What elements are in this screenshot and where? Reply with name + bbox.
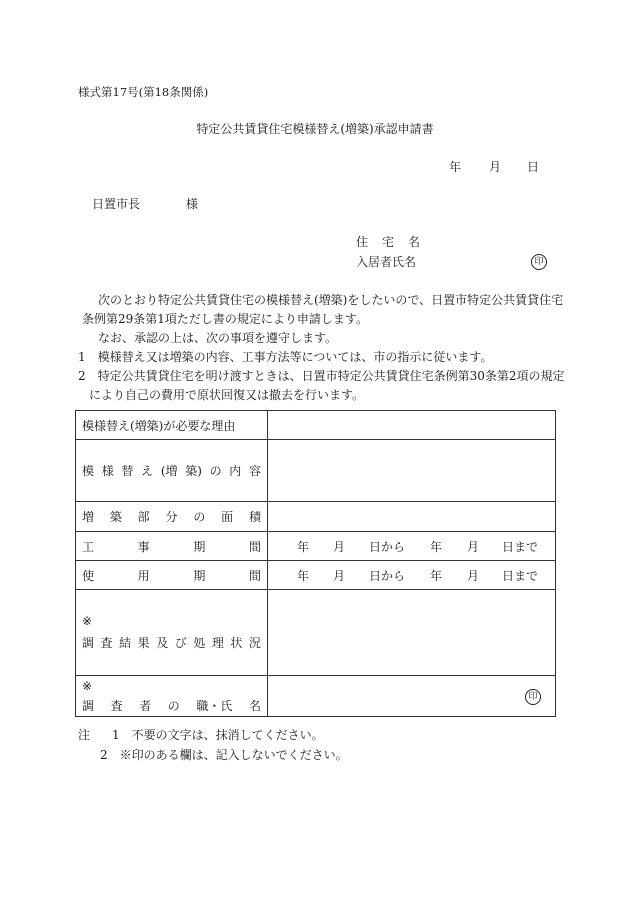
resident-name-label: 入居者氏名	[356, 255, 417, 269]
table-row-construction-period	[76, 532, 556, 561]
investigator-label	[76, 676, 268, 717]
label-char: (増	[160, 464, 178, 478]
label-char: 況	[248, 636, 261, 650]
label-char: 査	[100, 636, 113, 650]
label-char: 内	[229, 464, 242, 478]
label-char: え	[141, 464, 154, 478]
date-year: 年	[449, 160, 462, 174]
application-table	[75, 410, 556, 717]
body-line-1: 次のとおり特定公共賃貸住宅の模様替え(増築)をしたいので、日置市特定公共賃貸住宅	[98, 293, 564, 307]
label-char: 者	[139, 698, 152, 713]
label-char: 容	[248, 464, 261, 478]
construction-period-label	[76, 532, 268, 561]
label-char: び	[174, 636, 187, 650]
addressee-honorific: 様	[186, 197, 199, 211]
form-title: 特定公共賃貸住宅模様替え(増築)承認申請書	[196, 122, 434, 136]
date-day: 日	[527, 160, 540, 174]
label-char: 積	[248, 510, 261, 524]
reason-label: 模様替え(増築)が必要な理由	[76, 411, 268, 440]
addressee-name: 日置市長	[92, 197, 141, 211]
construction-period-field[interactable]: 年 月 日から 年 月 日まで	[268, 532, 556, 561]
body-item-2: 2 特定公共賃貸住宅を明け渡すときは、日置市特定公共賃貸住宅条例第30条第2項の規定	[78, 369, 565, 383]
table-row-investigator	[76, 676, 556, 717]
table-row-content	[76, 440, 556, 502]
label-char: 調	[82, 636, 95, 650]
label-char: 替	[121, 464, 134, 478]
body-item-1: 1 模様替え又は増築の内容、工事方法等については、市の指示に従います。	[78, 350, 493, 364]
label-char: 部	[137, 510, 150, 524]
investigation-result-field[interactable]	[268, 590, 556, 676]
investigator-field[interactable]	[268, 676, 556, 717]
label-char: 築)	[185, 464, 202, 478]
table-row-investigation-result	[76, 590, 556, 676]
label-char: 事	[137, 539, 150, 554]
content-field[interactable]	[268, 440, 556, 502]
investigation-result-label	[76, 590, 268, 676]
table-row-area	[76, 502, 556, 532]
reason-field[interactable]	[268, 411, 556, 440]
use-period-label	[76, 561, 268, 590]
label-char: 理	[211, 636, 224, 650]
address-label: 住 宅 名	[356, 235, 422, 249]
label-char: 面	[221, 510, 234, 524]
area-label	[76, 502, 268, 532]
label-char: 職・氏	[196, 698, 233, 713]
label-char: 工	[82, 539, 95, 554]
label-char: 増	[82, 510, 95, 524]
note-mark: ※	[82, 614, 93, 628]
label-char: 分	[165, 510, 178, 524]
label-char: 築	[109, 510, 122, 524]
label-char: 使	[82, 568, 95, 583]
label-char: 名	[248, 698, 261, 713]
body-line-3: なお、承認の上は、次の事項を遵守します。	[98, 331, 338, 345]
label-char: 及	[156, 636, 169, 650]
form-number: 様式第17号(第18条関係)	[78, 85, 209, 99]
label-char: 模	[82, 464, 95, 478]
content-label	[76, 440, 268, 502]
note-1: 注 1 不要の文字は、抹消してください。	[78, 728, 324, 742]
date-month: 月	[489, 160, 502, 174]
label-char: 期	[193, 539, 206, 554]
seal-icon: 印	[525, 689, 541, 705]
label-char: 調	[82, 698, 95, 713]
area-field[interactable]	[268, 502, 556, 532]
body-item-2-cont: により自己の費用で原状回復又は撤去を行います。	[89, 388, 365, 402]
label-char: 状	[230, 636, 243, 650]
label-char: 用	[137, 568, 150, 583]
label-char: の	[193, 510, 206, 524]
label-char: の	[167, 698, 180, 713]
label-char: 果	[137, 636, 150, 650]
addressee	[92, 197, 198, 211]
use-period-field[interactable]: 年 月 日から 年 月 日まで	[268, 561, 556, 590]
label-char: 間	[248, 568, 261, 583]
label-char: 様	[101, 464, 114, 478]
table-row-use-period	[76, 561, 556, 590]
label-char: 査	[110, 698, 123, 713]
note-mark: ※	[82, 678, 93, 693]
label-char: 結	[119, 636, 132, 650]
seal-icon: 印	[531, 254, 547, 270]
label-char: 間	[248, 539, 261, 554]
label-char: 処	[193, 636, 206, 650]
table-row-reason	[76, 411, 556, 440]
body-line-2: 条例第29条第1項ただし書の規定により申請します。	[82, 312, 368, 326]
label-char: の	[209, 464, 222, 478]
note-2: 2 ※印のある欄は、記入しないでください。	[100, 748, 348, 762]
label-char: 期	[193, 568, 206, 583]
date-line	[449, 160, 539, 174]
